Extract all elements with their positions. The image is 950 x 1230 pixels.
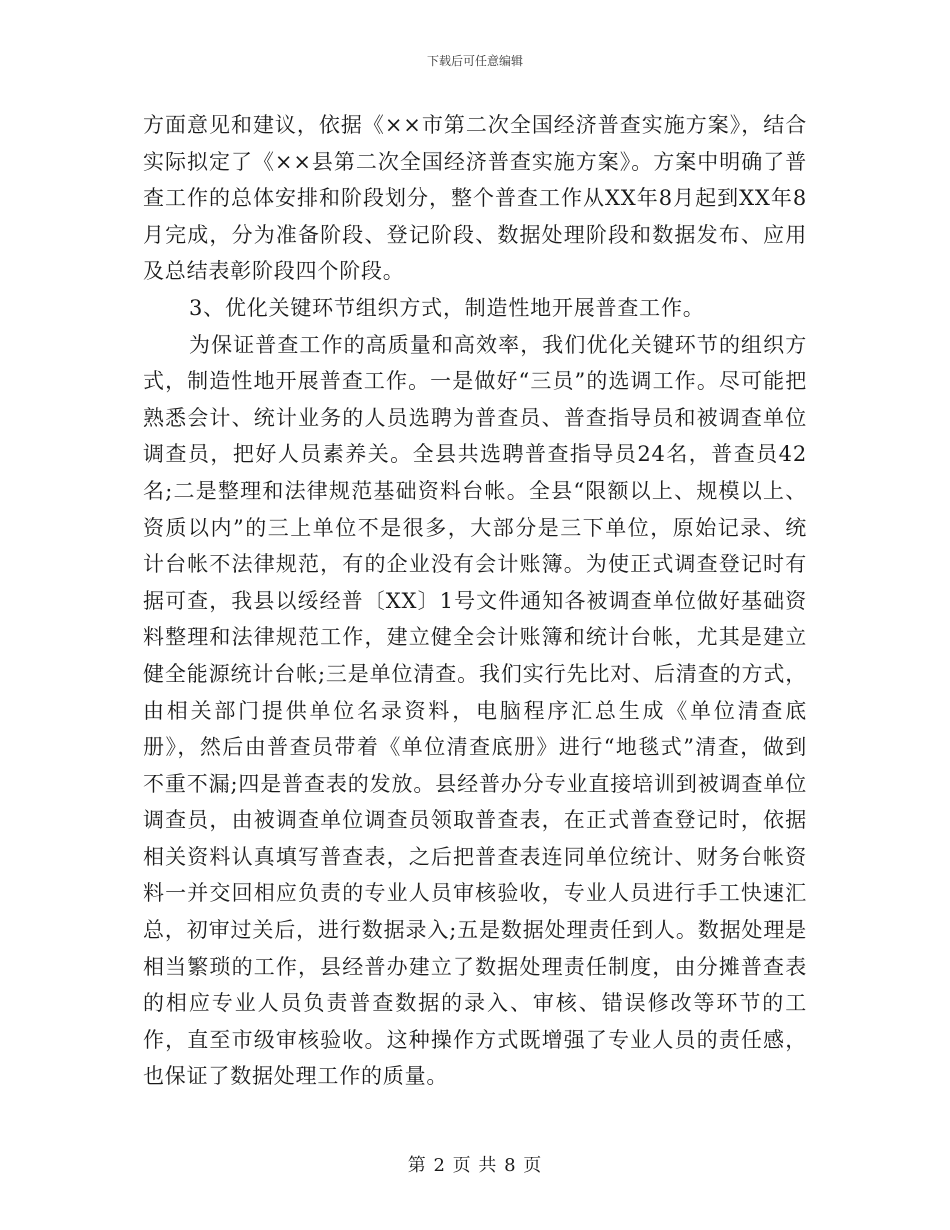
document-body xyxy=(143,107,807,1095)
page-header: 下载后可任意编辑 xyxy=(426,54,523,68)
page-number-footer: 第 2 页 共 8 页 xyxy=(407,1155,543,1176)
section-heading: 3、优化关键环节组织方式，制造性地开展普查工作。 xyxy=(189,295,705,320)
paragraph-main: 为保证普查工作的高质量和高效率，我们优化关键环节的组织方式，制造性地开展普查工作。一是做好“三员”的选调工作。尽可能把熟悉会计、统计业务的人员选聘为普查员、普查指导员和被调查单位调查员，把好人员素养关。全县共选聘普查指导员24名，普查员42名;二是整理和法律规范基础资料台帐。全县“限额以上、规模以上、资质以内”的三上单位不是很多，大部分是三下单位，原始记录、统计台帐不法律规范，有的企业没有会计账簿。为使正式调查登记时有据可查，我县以绥经普〔XX〕1号文件通知各被调查单位做好基础资料整理和法律规范工作，建立健全会计账簿和统计台帐，尤其是建立健全能源统计台帐;三是单位清查。我们实行先比对、后清查的方式，由相关部门提供单位名录资料，电脑程序汇总生成《单位清查底册》，然后由普查员带着《单位清查底册》进行“地毯式”清查，做到不重不漏;四是普查表的发放。县经普办分专业直接培训到被调查单位调查员，由被调查单位调查员领取普查表，在正式普查登记时，依据相关资料认真填写普查表，之后把普查表连同单位统计、财务台帐资料一并交回相应负责的专业人员审核验收，专业人员进行手工快速汇总，初审过关后，进行数据录入;五是数据处理责任到人。数据处理是相当繁琐的工作，县经普办建立了数据处理责任制度，由分摊普查表的相应专业人员负责普查数据的录入、审核、错误修改等环节的工作，直至市级审核验收。这种操作方式既增强了专业人员的责任感，也保证了数据处理工作的质量。 xyxy=(143,332,807,1089)
paragraph-continued: 方面意见和建议，依据《××市第二次全国经济普查实施方案》，结合实际拟定了《××县第二次全国经济普查实施方案》。方案中明确了普查工作的总体安排和阶段划分，整个普查工作从XX年8月起到XX年8月完成，分为准备阶段、登记阶段、数据处理阶段和数据发布、应用及总结表彰阶段四个阶段。 xyxy=(143,113,807,284)
